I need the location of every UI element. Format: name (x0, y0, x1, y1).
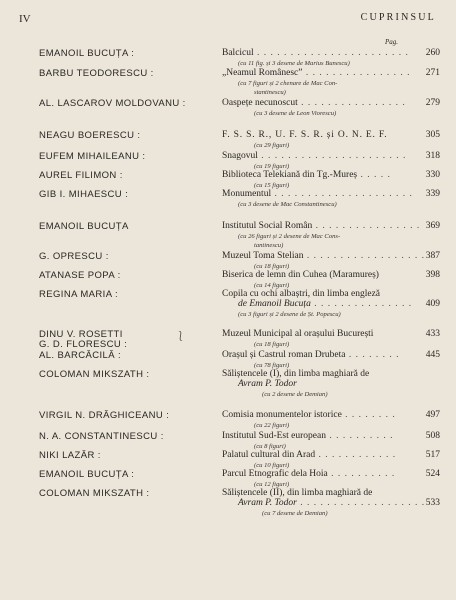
entry-page: 330 (425, 170, 440, 180)
entry-title: Oaspețe necunoscut . . . . . . . . . . . . . . . . (222, 98, 406, 108)
pag-label: Pag. (385, 38, 399, 46)
entry-page: 409 (425, 299, 440, 309)
entry-title: Snagovul . . . . . . . . . . . . . . . . . . . . . . (222, 151, 407, 161)
entry-note: (cu 29 figuri) (254, 142, 290, 149)
entry-author: EMANOIL BUCUȚA : (39, 469, 135, 480)
entry-author: N. A. CONSTANTINESCU : (39, 431, 164, 442)
entry-page: 497 (425, 410, 440, 420)
entry-page: 433 (425, 329, 440, 339)
entry-title: Muzeul Municipal al orașului București (222, 329, 374, 339)
page-number: IV (19, 13, 31, 25)
entry-title: „Neamul Românesc” . . . . . . . . . . . . . . . . (222, 68, 411, 78)
entry-page: 260 (425, 48, 440, 58)
entry-author: EMANOIL BUCUȚA (39, 221, 129, 232)
entry-page: 279 (425, 98, 440, 108)
entry-author: NIKI LAZĂR : (39, 450, 101, 461)
entry-title: Institutul Sud-Est european . . . . . . . . . . (222, 431, 394, 441)
entry-author: COLOMAN MIKSZATH : (39, 369, 150, 380)
entry-title: Monumentul . . . . . . . . . . . . . . . . . . . . . (222, 189, 413, 199)
entry-title: Săliștencele (I), din limba maghiară de (222, 369, 370, 379)
entry-note: (cu 18 figuri) (254, 263, 290, 270)
running-title: CUPRINSUL (360, 12, 436, 23)
entry-page: 387 (425, 251, 440, 261)
entry-note: (cu 10 figuri) (254, 462, 290, 469)
entry-note: (cu 7 desene de Demian) (262, 510, 328, 517)
entry-note: (cu 18 figuri) (254, 341, 290, 348)
entry-page: 305 (425, 130, 440, 140)
entry-page: 524 (425, 469, 440, 479)
entry-note: (cu 15 figuri) (254, 182, 290, 189)
entry-author: AL. LASCAROV MOLDOVANU : (39, 98, 186, 109)
entry-title-cont: de Emanoil Bucuța . . . . . . . . . . . . . . . (238, 299, 413, 309)
entry-author: EMANOIL BUCUȚA : (39, 48, 135, 59)
entry-author: REGINA MARIA : (39, 289, 118, 300)
entry-page: 271 (425, 68, 440, 78)
entry-title: Săliștencele (II), din limba maghiară de (222, 488, 373, 498)
entry-note: (cu 78 figuri) (254, 362, 290, 369)
entry-note: (cu 2 desene de Demian) (262, 391, 328, 398)
entry-note: (cu 26 figuri și 2 desene de Mac Cons- (238, 233, 341, 240)
entry-page: 398 (425, 270, 440, 280)
entry-author: ATANASE POPA : (39, 270, 121, 281)
entry-note: (cu 11 fig. și 3 desene de Marius Bunescu) (238, 60, 350, 67)
entry-title: Parcul Etnografic dela Hoia . . . . . . . . . . (222, 469, 396, 479)
entry-title: Biblioteca Telekiană din Tg.-Mureș . . . . . (222, 170, 391, 180)
entry-page: 517 (425, 450, 440, 460)
entry-author: GIB I. MIHAESCU : (39, 189, 129, 200)
entry-note-cont: tantinescu) (254, 242, 284, 249)
entry-author: AUREL FILIMON : (39, 170, 123, 181)
entry-author: DINU V. ROSETTI (39, 329, 123, 340)
author-bracket: ⎱ (176, 331, 186, 341)
entry-author: EUFEM MIHAILEANU : (39, 151, 146, 162)
entry-page: 339 (425, 189, 440, 199)
entry-note: (cu 8 figuri) (254, 443, 286, 450)
entry-title: Muzeul Toma Stelian . . . . . . . . . . . . . . . . . . (222, 251, 425, 261)
entry-note: (cu 3 desene de Mac Constantinescu) (238, 201, 337, 208)
entry-note-cont: stantinescu) (254, 89, 286, 96)
entry-author: G. OPRESCU : (39, 251, 109, 262)
entry-title: Copila cu ochi albaștri, din limba engleză (222, 289, 381, 299)
entry-note: (cu 3 figuri și 2 desene de Șt. Popescu) (238, 311, 341, 318)
entry-author: COLOMAN MIKSZATH : (39, 488, 150, 499)
entry-title: Comisia monumentelor istorice . . . . . . . . (222, 410, 396, 420)
entry-title: Palatul cultural din Arad . . . . . . . . . . . . (222, 450, 397, 460)
entry-title: Biserica de lemn din Cuhea (Maramureș) (222, 270, 379, 280)
entry-title: F. S. S. R., U. F. S. R. și O. N. E. F. (222, 130, 388, 140)
entry-note: (cu 14 figuri) (254, 282, 290, 289)
entry-page: 318 (425, 151, 440, 161)
entry-page: 508 (425, 431, 440, 441)
entry-author: BARBU TEODORESCU : (39, 68, 154, 79)
entry-note: (cu 22 figuri) (254, 422, 290, 429)
entry-note: (cu 3 desene de Leon Viorescu) (254, 110, 337, 117)
entry-author: VIRGIL N. DRĂGHICEANU : (39, 410, 170, 421)
entry-note: (cu 19 figuri) (254, 163, 290, 170)
entry-author: AL. BARCĂCILĂ : (39, 350, 122, 361)
entry-note: (cu 12 figuri) (254, 481, 290, 488)
entry-author: G. D. FLORESCU : (39, 339, 128, 350)
entry-page: 369 (425, 221, 440, 231)
entry-author: NEAGU BOERESCU : (39, 130, 141, 141)
entry-page: 533 (425, 498, 440, 508)
entry-title: Orașul și Castrul roman Drubeta . . . . . . . . (222, 350, 400, 360)
entry-title-cont: Avram P. Todor . . . . . . . . . . . . . . . . . . . (238, 498, 426, 508)
entry-title: Institutul Social Român . . . . . . . . . . . . . . . . (222, 221, 421, 231)
entry-title-cont: Avram P. Todor (238, 379, 297, 389)
entry-title: Balcicul . . . . . . . . . . . . . . . . . . . . . . . (222, 48, 409, 58)
entry-note: (cu 7 figuri și 2 chenare de Mac Con- (238, 80, 338, 87)
entry-page: 445 (425, 350, 440, 360)
